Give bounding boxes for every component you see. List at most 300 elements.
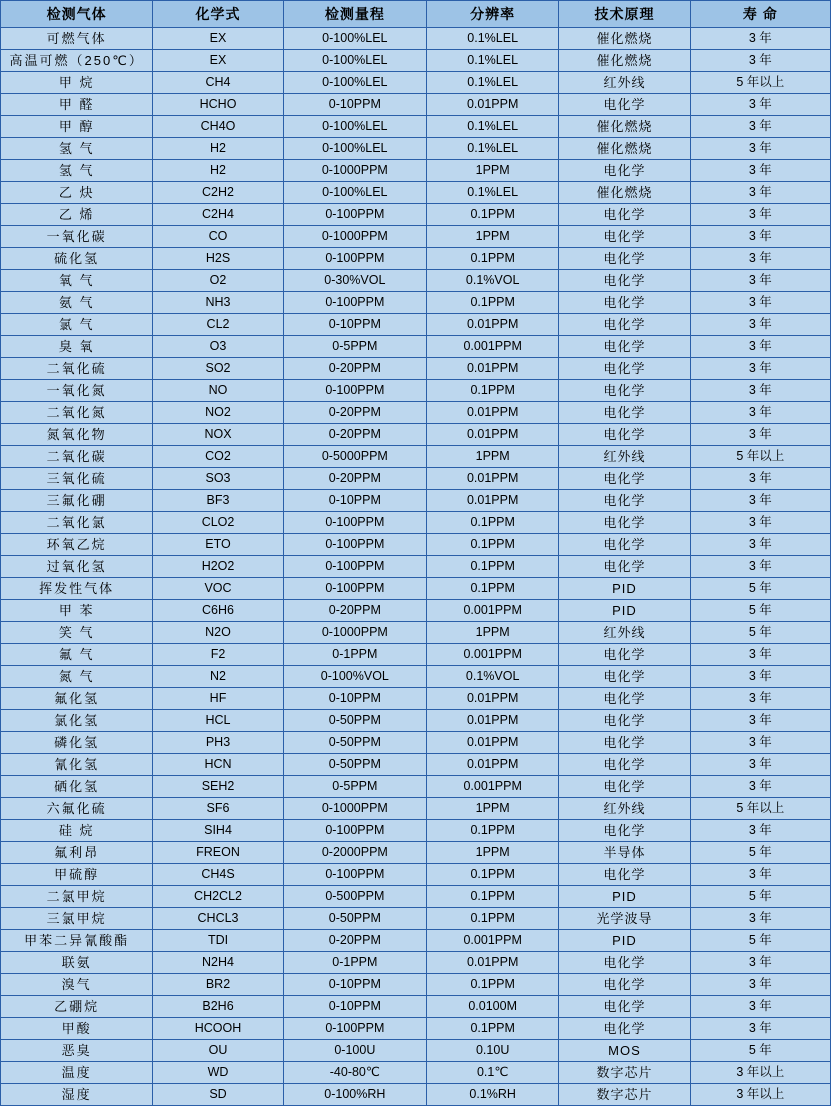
cell-resolution: 1PPM — [427, 622, 559, 644]
cell-detection-range: 0-10PPM — [283, 490, 426, 512]
cell-gas-name: 三氯甲烷 — [1, 908, 153, 930]
cell-gas-name: 乙 烯 — [1, 204, 153, 226]
cell-lifetime: 3 年以上 — [690, 1084, 830, 1106]
cell-lifetime: 3 年 — [690, 204, 830, 226]
cell-technical-principle: 光学波导 — [559, 908, 690, 930]
cell-detection-range: 0-1000PPM — [283, 226, 426, 248]
table-row — [1, 974, 831, 996]
cell-resolution: 0.1%LEL — [427, 116, 559, 138]
cell-resolution: 0.01PPM — [427, 710, 559, 732]
cell-lifetime: 3 年 — [690, 160, 830, 182]
table-row — [1, 798, 831, 820]
cell-resolution: 0.1PPM — [427, 864, 559, 886]
column-header-lifetime: 寿 命 — [690, 1, 830, 28]
cell-gas-name: 可燃气体 — [1, 28, 153, 50]
cell-lifetime: 3 年 — [690, 974, 830, 996]
cell-technical-principle: 催化燃烧 — [559, 182, 690, 204]
cell-chemical-formula: SIH4 — [153, 820, 283, 842]
cell-detection-range: 0-2000PPM — [283, 842, 426, 864]
cell-detection-range: 0-100%LEL — [283, 28, 426, 50]
table-row — [1, 776, 831, 798]
cell-detection-range: 0-10PPM — [283, 996, 426, 1018]
column-header-range: 检测量程 — [283, 1, 426, 28]
cell-chemical-formula: NO — [153, 380, 283, 402]
table-row — [1, 732, 831, 754]
table-row — [1, 534, 831, 556]
cell-technical-principle: 电化学 — [559, 424, 690, 446]
cell-lifetime: 3 年 — [690, 512, 830, 534]
table-row — [1, 1018, 831, 1040]
cell-gas-name: 三氧化硫 — [1, 468, 153, 490]
cell-lifetime: 3 年 — [690, 424, 830, 446]
table-row — [1, 996, 831, 1018]
cell-resolution: 0.01PPM — [427, 468, 559, 490]
cell-detection-range: 0-100%RH — [283, 1084, 426, 1106]
cell-chemical-formula: EX — [153, 28, 283, 50]
cell-resolution: 1PPM — [427, 798, 559, 820]
column-header-resolution: 分辨率 — [427, 1, 559, 28]
cell-chemical-formula: HCOOH — [153, 1018, 283, 1040]
cell-chemical-formula: O2 — [153, 270, 283, 292]
cell-resolution: 1PPM — [427, 160, 559, 182]
cell-resolution: 0.1PPM — [427, 908, 559, 930]
cell-lifetime: 3 年 — [690, 908, 830, 930]
cell-detection-range: 0-100PPM — [283, 512, 426, 534]
cell-detection-range: 0-1000PPM — [283, 798, 426, 820]
cell-chemical-formula: B2H6 — [153, 996, 283, 1018]
table-row — [1, 556, 831, 578]
cell-detection-range: 0-20PPM — [283, 402, 426, 424]
table-row — [1, 160, 831, 182]
cell-resolution: 1PPM — [427, 226, 559, 248]
cell-detection-range: 0-10PPM — [283, 688, 426, 710]
cell-gas-name: 二氧化碳 — [1, 446, 153, 468]
cell-technical-principle: 红外线 — [559, 72, 690, 94]
cell-resolution: 1PPM — [427, 842, 559, 864]
cell-detection-range: 0-10PPM — [283, 314, 426, 336]
cell-chemical-formula: H2O2 — [153, 556, 283, 578]
cell-detection-range: 0-10PPM — [283, 94, 426, 116]
cell-gas-name: 温度 — [1, 1062, 153, 1084]
cell-chemical-formula: CH4 — [153, 72, 283, 94]
table-row — [1, 600, 831, 622]
cell-technical-principle: 电化学 — [559, 732, 690, 754]
cell-technical-principle: 红外线 — [559, 622, 690, 644]
cell-lifetime: 3 年 — [690, 776, 830, 798]
cell-lifetime: 5 年 — [690, 600, 830, 622]
cell-detection-range: 0-50PPM — [283, 754, 426, 776]
cell-technical-principle: 电化学 — [559, 512, 690, 534]
cell-technical-principle: 电化学 — [559, 292, 690, 314]
cell-technical-principle: 电化学 — [559, 490, 690, 512]
cell-lifetime: 3 年 — [690, 468, 830, 490]
cell-resolution: 0.1PPM — [427, 512, 559, 534]
table-row — [1, 204, 831, 226]
cell-lifetime: 3 年 — [690, 1018, 830, 1040]
cell-gas-name: 乙 炔 — [1, 182, 153, 204]
cell-chemical-formula: H2 — [153, 160, 283, 182]
cell-chemical-formula: CLO2 — [153, 512, 283, 534]
cell-detection-range: 0-20PPM — [283, 468, 426, 490]
cell-gas-name: 氟 气 — [1, 644, 153, 666]
cell-detection-range: 0-20PPM — [283, 600, 426, 622]
cell-lifetime: 5 年 — [690, 886, 830, 908]
cell-detection-range: 0-100PPM — [283, 204, 426, 226]
table-row — [1, 424, 831, 446]
cell-lifetime: 3 年 — [690, 116, 830, 138]
cell-resolution: 0.001PPM — [427, 930, 559, 952]
cell-chemical-formula: N2H4 — [153, 952, 283, 974]
table-row — [1, 688, 831, 710]
cell-detection-range: 0-500PPM — [283, 886, 426, 908]
cell-detection-range: 0-100PPM — [283, 578, 426, 600]
cell-technical-principle: 数字芯片 — [559, 1062, 690, 1084]
cell-chemical-formula: CH4O — [153, 116, 283, 138]
cell-lifetime: 3 年 — [690, 336, 830, 358]
cell-chemical-formula: C6H6 — [153, 600, 283, 622]
cell-technical-principle: PID — [559, 930, 690, 952]
cell-technical-principle: 催化燃烧 — [559, 116, 690, 138]
cell-detection-range: 0-5PPM — [283, 776, 426, 798]
cell-chemical-formula: HCN — [153, 754, 283, 776]
cell-chemical-formula: BF3 — [153, 490, 283, 512]
cell-resolution: 0.0100M — [427, 996, 559, 1018]
cell-technical-principle: 电化学 — [559, 270, 690, 292]
cell-resolution: 0.01PPM — [427, 732, 559, 754]
cell-resolution: 0.1%LEL — [427, 138, 559, 160]
cell-gas-name: 三氟化硼 — [1, 490, 153, 512]
cell-resolution: 0.1PPM — [427, 886, 559, 908]
cell-lifetime: 3 年 — [690, 50, 830, 72]
cell-chemical-formula: CO2 — [153, 446, 283, 468]
table-body — [1, 28, 831, 1106]
cell-lifetime: 3 年 — [690, 710, 830, 732]
table-row — [1, 930, 831, 952]
cell-chemical-formula: SD — [153, 1084, 283, 1106]
cell-detection-range: 0-20PPM — [283, 424, 426, 446]
cell-gas-name: 甲酸 — [1, 1018, 153, 1040]
cell-chemical-formula: EX — [153, 50, 283, 72]
cell-resolution: 0.1PPM — [427, 1018, 559, 1040]
cell-resolution: 0.01PPM — [427, 688, 559, 710]
cell-technical-principle: 电化学 — [559, 336, 690, 358]
cell-lifetime: 5 年 — [690, 842, 830, 864]
cell-chemical-formula: VOC — [153, 578, 283, 600]
cell-lifetime: 3 年 — [690, 314, 830, 336]
cell-detection-range: 0-100PPM — [283, 380, 426, 402]
table-row — [1, 754, 831, 776]
cell-technical-principle: 电化学 — [559, 864, 690, 886]
cell-lifetime: 3 年 — [690, 732, 830, 754]
cell-lifetime: 3 年 — [690, 688, 830, 710]
cell-resolution: 0.1%VOL — [427, 666, 559, 688]
table-row — [1, 182, 831, 204]
table-row — [1, 1062, 831, 1084]
cell-resolution: 0.001PPM — [427, 644, 559, 666]
cell-resolution: 0.1PPM — [427, 380, 559, 402]
cell-detection-range: 0-50PPM — [283, 710, 426, 732]
cell-resolution: 0.01PPM — [427, 490, 559, 512]
table-row — [1, 116, 831, 138]
cell-technical-principle: 电化学 — [559, 358, 690, 380]
table-row — [1, 864, 831, 886]
cell-gas-name: 氰化氢 — [1, 754, 153, 776]
table-row — [1, 1040, 831, 1062]
cell-detection-range: 0-100PPM — [283, 534, 426, 556]
cell-resolution: 0.01PPM — [427, 94, 559, 116]
cell-chemical-formula: TDI — [153, 930, 283, 952]
column-header-principle: 技术原理 — [559, 1, 690, 28]
cell-chemical-formula: CH4S — [153, 864, 283, 886]
cell-chemical-formula: FREON — [153, 842, 283, 864]
cell-resolution: 0.001PPM — [427, 600, 559, 622]
cell-resolution: 0.001PPM — [427, 336, 559, 358]
cell-technical-principle: 电化学 — [559, 996, 690, 1018]
cell-lifetime: 3 年 — [690, 820, 830, 842]
cell-lifetime: 3 年 — [690, 94, 830, 116]
cell-chemical-formula: SF6 — [153, 798, 283, 820]
cell-lifetime: 5 年以上 — [690, 798, 830, 820]
table-row — [1, 1084, 831, 1106]
cell-resolution: 0.01PPM — [427, 952, 559, 974]
header-row — [1, 1, 831, 28]
cell-technical-principle: 电化学 — [559, 402, 690, 424]
cell-technical-principle: 电化学 — [559, 468, 690, 490]
cell-gas-name: 氯化氢 — [1, 710, 153, 732]
cell-gas-name: 联氨 — [1, 952, 153, 974]
cell-gas-name: 过氧化氢 — [1, 556, 153, 578]
cell-lifetime: 3 年 — [690, 182, 830, 204]
cell-chemical-formula: HCL — [153, 710, 283, 732]
cell-lifetime: 5 年 — [690, 930, 830, 952]
cell-gas-name: 氟利昂 — [1, 842, 153, 864]
cell-detection-range: 0-100%LEL — [283, 72, 426, 94]
table-row — [1, 358, 831, 380]
cell-resolution: 1PPM — [427, 446, 559, 468]
cell-technical-principle: 电化学 — [559, 688, 690, 710]
cell-resolution: 0.1%LEL — [427, 50, 559, 72]
cell-gas-name: 二氧化氮 — [1, 402, 153, 424]
cell-technical-principle: 电化学 — [559, 666, 690, 688]
cell-chemical-formula: CL2 — [153, 314, 283, 336]
cell-lifetime: 3 年 — [690, 996, 830, 1018]
cell-technical-principle: PID — [559, 600, 690, 622]
cell-lifetime: 3 年 — [690, 402, 830, 424]
cell-technical-principle: 电化学 — [559, 820, 690, 842]
cell-gas-name: 甲 烷 — [1, 72, 153, 94]
cell-technical-principle: 电化学 — [559, 754, 690, 776]
cell-detection-range: 0-100PPM — [283, 248, 426, 270]
cell-technical-principle: 电化学 — [559, 776, 690, 798]
cell-gas-name: 甲硫醇 — [1, 864, 153, 886]
table-row — [1, 666, 831, 688]
table-row — [1, 468, 831, 490]
table-row — [1, 380, 831, 402]
cell-resolution: 0.1%LEL — [427, 182, 559, 204]
cell-chemical-formula: CO — [153, 226, 283, 248]
table-row — [1, 402, 831, 424]
cell-lifetime: 3 年 — [690, 644, 830, 666]
table-row — [1, 28, 831, 50]
cell-lifetime: 3 年 — [690, 556, 830, 578]
table-row — [1, 138, 831, 160]
cell-gas-name: 二氯甲烷 — [1, 886, 153, 908]
table-row — [1, 644, 831, 666]
cell-detection-range: 0-20PPM — [283, 358, 426, 380]
cell-resolution: 0.1PPM — [427, 534, 559, 556]
cell-gas-name: 挥发性气体 — [1, 578, 153, 600]
cell-lifetime: 5 年以上 — [690, 72, 830, 94]
cell-detection-range: 0-100PPM — [283, 556, 426, 578]
cell-gas-name: 氮 气 — [1, 666, 153, 688]
table-row — [1, 512, 831, 534]
table-row — [1, 446, 831, 468]
cell-lifetime: 3 年 — [690, 226, 830, 248]
table-row — [1, 842, 831, 864]
table-row — [1, 952, 831, 974]
cell-detection-range: 0-50PPM — [283, 908, 426, 930]
cell-technical-principle: 电化学 — [559, 556, 690, 578]
cell-resolution: 0.1PPM — [427, 556, 559, 578]
cell-chemical-formula: ETO — [153, 534, 283, 556]
cell-gas-name: 恶臭 — [1, 1040, 153, 1062]
cell-gas-name: 硫化氢 — [1, 248, 153, 270]
cell-resolution: 0.1PPM — [427, 578, 559, 600]
cell-chemical-formula: HF — [153, 688, 283, 710]
cell-detection-range: 0-5PPM — [283, 336, 426, 358]
cell-technical-principle: 电化学 — [559, 974, 690, 996]
cell-chemical-formula: NOX — [153, 424, 283, 446]
table-row — [1, 578, 831, 600]
cell-lifetime: 3 年 — [690, 534, 830, 556]
cell-technical-principle: 电化学 — [559, 248, 690, 270]
cell-technical-principle: 催化燃烧 — [559, 28, 690, 50]
cell-chemical-formula: OU — [153, 1040, 283, 1062]
cell-technical-principle: 电化学 — [559, 94, 690, 116]
cell-chemical-formula: CHCL3 — [153, 908, 283, 930]
cell-technical-principle: PID — [559, 578, 690, 600]
cell-detection-range: 0-100%LEL — [283, 116, 426, 138]
cell-detection-range: 0-1000PPM — [283, 160, 426, 182]
cell-lifetime: 3 年 — [690, 490, 830, 512]
cell-resolution: 0.1PPM — [427, 292, 559, 314]
cell-chemical-formula: N2O — [153, 622, 283, 644]
cell-chemical-formula: SO2 — [153, 358, 283, 380]
cell-technical-principle: 电化学 — [559, 534, 690, 556]
cell-gas-name: 笑 气 — [1, 622, 153, 644]
cell-gas-name: 氢 气 — [1, 138, 153, 160]
cell-lifetime: 5 年 — [690, 1040, 830, 1062]
cell-technical-principle: MOS — [559, 1040, 690, 1062]
cell-gas-name: 二氧化氯 — [1, 512, 153, 534]
cell-chemical-formula: N2 — [153, 666, 283, 688]
cell-lifetime: 3 年 — [690, 952, 830, 974]
cell-detection-range: 0-100%LEL — [283, 50, 426, 72]
cell-resolution: 0.1℃ — [427, 1062, 559, 1084]
table-row — [1, 226, 831, 248]
cell-lifetime: 3 年以上 — [690, 1062, 830, 1084]
cell-resolution: 0.01PPM — [427, 358, 559, 380]
cell-resolution: 0.1%VOL — [427, 270, 559, 292]
cell-chemical-formula: H2 — [153, 138, 283, 160]
cell-resolution: 0.01PPM — [427, 424, 559, 446]
cell-gas-name: 溴气 — [1, 974, 153, 996]
cell-lifetime: 3 年 — [690, 270, 830, 292]
cell-gas-name: 硅 烷 — [1, 820, 153, 842]
cell-detection-range: 0-100%LEL — [283, 138, 426, 160]
cell-gas-name: 高温可燃（250℃） — [1, 50, 153, 72]
cell-lifetime: 3 年 — [690, 138, 830, 160]
cell-chemical-formula: C2H2 — [153, 182, 283, 204]
cell-chemical-formula: C2H4 — [153, 204, 283, 226]
cell-gas-name: 一氧化碳 — [1, 226, 153, 248]
cell-resolution: 0.01PPM — [427, 402, 559, 424]
cell-chemical-formula: HCHO — [153, 94, 283, 116]
table-row — [1, 270, 831, 292]
cell-resolution: 0.10U — [427, 1040, 559, 1062]
cell-detection-range: 0-100PPM — [283, 864, 426, 886]
cell-detection-range: 0-50PPM — [283, 732, 426, 754]
cell-resolution: 0.1PPM — [427, 204, 559, 226]
cell-detection-range: 0-1PPM — [283, 952, 426, 974]
cell-detection-range: 0-20PPM — [283, 930, 426, 952]
cell-detection-range: -40-80℃ — [283, 1062, 426, 1084]
cell-detection-range: 0-100U — [283, 1040, 426, 1062]
cell-detection-range: 0-100%VOL — [283, 666, 426, 688]
cell-resolution: 0.1%RH — [427, 1084, 559, 1106]
cell-resolution: 0.1PPM — [427, 974, 559, 996]
cell-gas-name: 甲 苯 — [1, 600, 153, 622]
cell-gas-name: 硒化氢 — [1, 776, 153, 798]
cell-lifetime: 3 年 — [690, 754, 830, 776]
cell-chemical-formula: O3 — [153, 336, 283, 358]
cell-chemical-formula: PH3 — [153, 732, 283, 754]
cell-lifetime: 5 年以上 — [690, 446, 830, 468]
column-header-formula: 化学式 — [153, 1, 283, 28]
cell-technical-principle: 红外线 — [559, 446, 690, 468]
cell-resolution: 0.1PPM — [427, 820, 559, 842]
cell-technical-principle: 电化学 — [559, 644, 690, 666]
table-row — [1, 710, 831, 732]
table-row — [1, 248, 831, 270]
cell-lifetime: 5 年 — [690, 622, 830, 644]
cell-detection-range: 0-1PPM — [283, 644, 426, 666]
cell-gas-name: 乙硼烷 — [1, 996, 153, 1018]
cell-chemical-formula: NO2 — [153, 402, 283, 424]
cell-technical-principle: 半导体 — [559, 842, 690, 864]
table-row — [1, 908, 831, 930]
cell-technical-principle: 电化学 — [559, 952, 690, 974]
cell-lifetime: 3 年 — [690, 380, 830, 402]
cell-technical-principle: 数字芯片 — [559, 1084, 690, 1106]
cell-detection-range: 0-10PPM — [283, 974, 426, 996]
cell-chemical-formula: F2 — [153, 644, 283, 666]
cell-chemical-formula: SO3 — [153, 468, 283, 490]
cell-chemical-formula: BR2 — [153, 974, 283, 996]
cell-gas-name: 湿度 — [1, 1084, 153, 1106]
cell-chemical-formula: SEH2 — [153, 776, 283, 798]
cell-detection-range: 0-1000PPM — [283, 622, 426, 644]
cell-gas-name: 氨 气 — [1, 292, 153, 314]
cell-resolution: 0.01PPM — [427, 314, 559, 336]
cell-resolution: 0.1%LEL — [427, 28, 559, 50]
cell-gas-name: 环氧乙烷 — [1, 534, 153, 556]
cell-chemical-formula: H2S — [153, 248, 283, 270]
cell-chemical-formula: WD — [153, 1062, 283, 1084]
cell-detection-range: 0-30%VOL — [283, 270, 426, 292]
table-row — [1, 292, 831, 314]
cell-technical-principle: 电化学 — [559, 710, 690, 732]
